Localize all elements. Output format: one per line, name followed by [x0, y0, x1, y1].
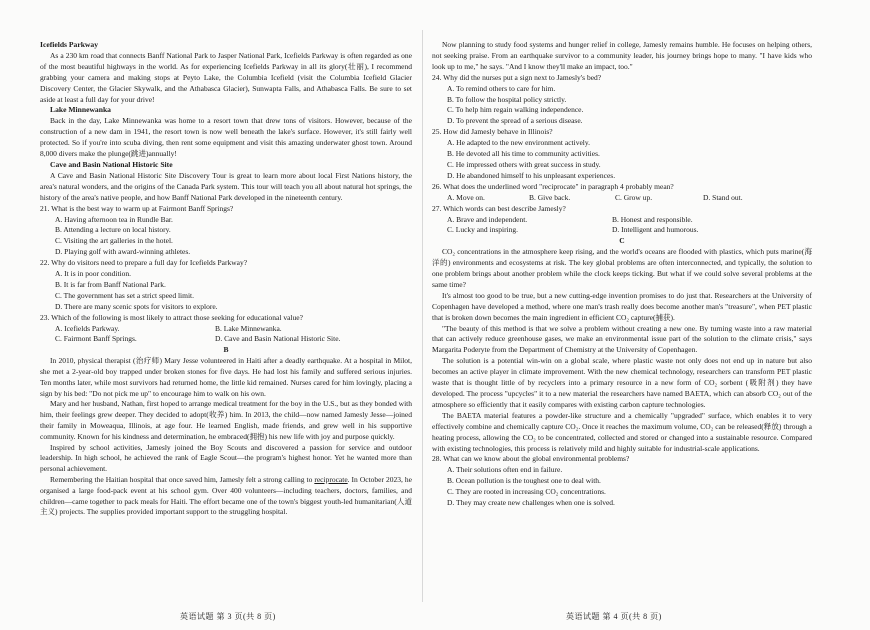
q22-option-b[interactable]: B. It is far from Banff National Park.	[55, 279, 166, 289]
q28-option-b[interactable]: B. Ocean pollution is the toughest one to deal with.	[447, 476, 601, 486]
q26-option-b[interactable]: B. Give back.	[529, 192, 571, 202]
paragraph-b1: In 2010, physical therapist (治疗师) Mary Jesse volunteered in Haiti after a deadly earthquake. At a hospital in Milot, she met a 2-year-old boy trapped under broken stones for five days. He had lost his family and suffered serious injuries. Ten months later, while most survivors had returned home, the little kid remained. Nurses cared for him lovingly, placing a sign by his bed: "Do not pick me up" to encourage him to walk on his own.	[40, 356, 412, 398]
paragraph-b2: Mary and her husband, Nathan, first hoped to arrange medical treatment for the boy in the U.S., but as they bonded with him, their feelings grew deeper. They decided to adopt(收养) him. In 2013, the child—now named Jamesly Jesse—joined their family in Moweaqua, Illinois, at age four. He learned English, made friends, and grew well in his supportive community. Known for his kindness and determination, he embraced(拥抱) his new life with joy and purpose quickly.	[40, 399, 412, 441]
q22-option-d[interactable]: D. There are many scenic spots for visitors to explore.	[55, 301, 218, 311]
q27-options-row-1	[432, 215, 812, 226]
q26-option-a[interactable]: A. Move on.	[447, 192, 485, 202]
q23-option-c[interactable]: C. Fairmont Banff Springs.	[55, 334, 137, 344]
q27-options-row-2	[432, 225, 812, 236]
q21-option-a[interactable]: A. Having afternoon tea in Rundle Bar.	[55, 214, 173, 224]
question-21: 21. What is the best way to warm up at Fairmont Banff Springs?	[40, 203, 234, 213]
q24-option-a[interactable]: A. To remind others to care for him.	[447, 83, 556, 93]
question-27: 27. Which words can best describe Jamesly?	[432, 203, 566, 213]
section-heading-cave: Cave and Basin National Historic Site	[50, 159, 173, 169]
q26-options-row	[432, 193, 812, 204]
paragraph-c5: The BAETA material features a powder-like structure and a chemically "upgraded" surface, which enables it to very effectively combine and chemically capture CO₂. Once it reaches the maximum volume, CO₂ can be released(释放) through a heating process, allowing the CO₂ to be concentrated, collected and stored or changed into a sustainable resource. Compared with existing technologies, this process is relatively mild and highly suitable for industrial-scale applications.	[432, 410, 812, 453]
section-heading-icefields: Icefields Parkway	[40, 40, 98, 49]
q27-option-c[interactable]: C. Lucky and inspiring.	[447, 225, 519, 235]
page-3-footer: 英语试题 第 3 页(共 8 页)	[180, 612, 276, 621]
q28-option-d[interactable]: D. They may create new challenges when one is solved.	[447, 498, 615, 508]
q26-option-c[interactable]: C. Grow up.	[615, 192, 653, 202]
paragraph-b3: Inspired by school activities, Jamesly joined the Boy Scouts and discovered a passion for service and outdoor leadership. In high school, he achieved the rank of Eagle Scout—the program's highest honor. Yet he wanted more than personal achievement.	[40, 442, 412, 474]
question-25: 25. How did Jamesly behave in Illinois?	[432, 127, 553, 137]
q25-option-d[interactable]: D. He abandoned himself to his unpleasant experiences.	[447, 170, 616, 180]
paragraph-lake: Back in the day, Lake Minnewanka was home to a resort town that drew tons of visitors. However, because of the construction of a new dam in 1941, the resort town is now well beneath the lake's surface. However, it's still fairly well protected. So if you're into scuba diving, then rent some equipment and visit this amazing underwater ghost town. Around 8,000 divers make the plunge(跳进)annually!	[40, 116, 412, 159]
q24-option-b[interactable]: B. To follow the hospital policy strictly.	[447, 94, 567, 104]
section-heading-lake: Lake Minnewanka	[50, 105, 111, 115]
q23-option-b[interactable]: B. Lake Minnewanka.	[215, 323, 282, 333]
q23-option-a[interactable]: A. Icefields Parkway.	[55, 323, 120, 333]
section-label-c: C	[619, 236, 625, 246]
q26-option-d[interactable]: D. Stand out.	[703, 192, 743, 202]
q21-option-c[interactable]: C. Visiting the art galleries in the hotel.	[55, 236, 173, 246]
q27-option-d[interactable]: D. Intelligent and humorous.	[612, 225, 699, 235]
question-28: 28. What can we know about the global environmental problems?	[432, 454, 630, 464]
page-4-footer: 英语试题 第 4 页(共 8 页)	[566, 612, 662, 621]
q24-option-c[interactable]: C. To help him regain walking independence.	[447, 105, 584, 115]
q21-option-b[interactable]: B. Attending a lecture on local history.	[55, 225, 171, 235]
paragraph-b5: Now planning to study food systems and hunger relief in college, Jamesly remains humble. He focuses on helping others, not seeking praise. From an earthquake survivor to a community leader, his journey brings hope to many. "I have kids who look up to me," he says. "And I know they'll make an impact, too."	[432, 40, 812, 71]
paragraph-c1: CO₂ concentrations in the atmosphere keep rising, and the world's oceans are flooded with plastics, which puts marine(海洋的) environments and ecosystems at risk. The key global problems are often interconnected, and typically, the solution to one problem brings about another problem while the clock keeps ticking. But what if we could solve several problems at the same time?	[432, 247, 812, 289]
q25-option-a[interactable]: A. He adapted to the new environment actively.	[447, 138, 591, 148]
page-divider	[422, 30, 423, 602]
page-3	[40, 40, 412, 518]
paragraph-b4-end: . In October 2023, he organised a large food-pack event at his school gym. Over 400 volunteers—including teachers, doctors, families, and children—came together to pack meals for Haiti. The effort became one of the town's biggest youth-led humanitarian(人道主义) projects. The supplies provided important support to the struggling hospital.	[40, 475, 412, 517]
paragraph-cave: A Cave and Basin National Historic Site Discovery Tour is great to learn more about local First Nations history, the area's natural wonders, and the origins of the Canada Park system. This tour will teach you all about natural hot springs, the history of the area's native people, and how Banff National Park developed in the nineteenth century.	[40, 170, 412, 202]
paragraph-b4-start: Remembering the Haitian hospital that once saved him, Jamesly felt a strong calling to	[50, 475, 315, 485]
q23-options-row-1	[40, 324, 412, 335]
q27-option-b[interactable]: B. Honest and responsible.	[612, 214, 693, 224]
q22-option-a[interactable]: A. It is in poor condition.	[55, 269, 132, 279]
page-4	[432, 40, 812, 509]
q23-option-d[interactable]: D. Cave and Basin National Historic Site.	[215, 334, 341, 344]
q21-option-d[interactable]: D. Playing golf with award-winning athletes.	[55, 247, 191, 257]
paragraph-b4	[40, 475, 412, 518]
q28-option-c[interactable]: C. They are rooted in increasing CO₂ concentrations.	[447, 487, 606, 497]
q23-options-row-2	[40, 334, 412, 345]
question-23: 23. Which of the following is most likely to attract those seeking for educational value?	[40, 312, 303, 322]
question-26: 26. What does the underlined word "reciprocate" in paragraph 4 probably mean?	[432, 181, 674, 191]
q25-option-c[interactable]: C. He impressed others with great success in study.	[447, 159, 601, 169]
paragraph-c2: It's almost too good to be true, but a new cutting-edge invention promises to do just that. Researchers at the University of Copenhagen have developed a method, where one man's trash really does become another man's "treasure", when PET plastic that is broken down becomes the main ingredient in efficient CO₂ capture(捕获).	[432, 290, 812, 322]
q28-option-a[interactable]: A. Their solutions often end in failure.	[447, 465, 563, 475]
section-label-b: B	[223, 345, 229, 355]
question-22: 22. Why do visitors need to prepare a full day for Icefields Parkway?	[40, 258, 248, 268]
paragraph-c3: "The beauty of this method is that we solve a problem without creating a new one. By turning waste into a raw material that can actively reduce greenhouse gases, we make an environmental issue part of the solution to the climate crisis," says Margarita Poderyte from the Department of Chemistry at the University of Copenhagen.	[432, 323, 812, 355]
question-24: 24. Why did the nurses put a sign next to Jamesly's bed?	[432, 72, 602, 82]
paragraph-icefields: As a 230 km road that connects Banff National Park to Jasper National Park, Icefields Parkway is often regarded as one of the most beautiful highways in the world. As for experiencing Icefields Parkway in all its glory(壮丽), I recommend grabbing your camera and making stops at Peyto Lake, the Columbia Icefield (visit the Columbia Icefield Glacier Discovery Center, the Glacier Skywalk, and the Athabasca Glacier), Sunwapta Falls, and Athabasca Falls. Be sure to set aside at least a full day for your drive!	[40, 50, 412, 104]
q22-option-c[interactable]: C. The government has set a strict speed limit.	[55, 290, 194, 300]
paragraph-c4: The solution is a potential win-win on a global scale, where plastic waste not only does not end up in nature but also becomes an active player in climate improvement. With the new chemical technology, researchers can transform PET plastic waste that is thought little of by recyclers into a primary resource in a new form of CO₂ sorbent (吸附剂) they have developed. The process "upcycles" it to a new material the researchers have named BAETA, which can absorb CO₂ out of the atmosphere so efficiently that it easily compares with existing carbon capture technologies.	[432, 356, 812, 409]
q24-option-d[interactable]: D. To prevent the spread of a serious disease.	[447, 116, 583, 126]
underlined-word-reciprocate: reciprocate	[314, 475, 348, 485]
q27-option-a[interactable]: A. Brave and independent.	[447, 214, 528, 224]
q25-option-b[interactable]: B. He devoted all his time to community activities.	[447, 149, 600, 159]
